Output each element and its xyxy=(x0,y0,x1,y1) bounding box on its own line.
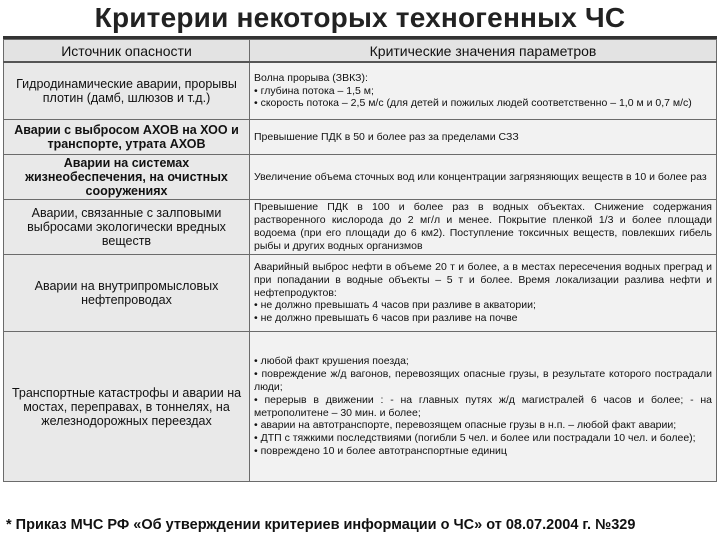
criteria-line: • перерыв в движении : - на главных путях ж/д магистралей 6 часов и более; - на метрополитене – 30 мин. и более; xyxy=(254,393,712,419)
source-cell: Аварии на внутрипромысловых нефтепроводах xyxy=(4,255,250,332)
criteria-cell xyxy=(250,155,717,200)
table-row xyxy=(4,200,717,255)
source-cell: Аварии, связанные с залповыми выбросами экологически вредных веществ xyxy=(4,200,250,255)
criteria-line: • не должно превышать 4 часов при разливе в акватории; xyxy=(254,299,536,312)
criteria-line: Превышение ПДК в 100 и более раз в водных объектах. Снижение содержания растворенного кислорода до 2 мг/л и менее. Покрытие пленкой 1/3 и более площади водоема (при его площади до 6 км2). Поступление токсичных веществ, повлекших гибель рыбы и других водных организмов xyxy=(254,201,712,252)
source-cell: Аварии с выбросом АХОВ на ХОО и транспорте, утрата АХОВ xyxy=(4,120,250,155)
table-header-row xyxy=(4,40,717,63)
criteria-table xyxy=(3,39,717,482)
criteria-cell xyxy=(250,62,717,120)
table-row xyxy=(4,62,717,120)
criteria-line: • ДТП с тяжкими последствиями (погибли 5 чел. и более или пострадали 10 чел. и более); xyxy=(254,432,696,445)
criteria-cell xyxy=(250,120,717,155)
criteria-line: Волна прорыва (ЗВКЗ): xyxy=(254,71,368,84)
criteria-line: • аварии на автотранспорте, перевозящем опасные грузы в н.п. – любой факт аварии; xyxy=(254,419,677,432)
table-row xyxy=(4,120,717,155)
table-row xyxy=(4,155,717,200)
criteria-line: Увеличение объема сточных вод или концентрации загрязняющих веществ в 10 и более раз xyxy=(254,170,707,183)
criteria-line: • не должно превышать 6 часов при разливе на почве xyxy=(254,312,518,325)
table-row xyxy=(4,255,717,332)
criteria-line: Аварийный выброс нефти в объеме 20 т и более, а в местах пересечения водных преград и при попадании в водные объекты – 5 т и более. Время локализации разлива нефти и нефтепродуктов: xyxy=(254,261,712,299)
criteria-line: • повреждение ж/д вагонов, перевозящих опасные грузы, в результате которого пострадали люди; xyxy=(254,368,712,393)
source-cell: Аварии на системах жизнеобеспечения, на очистных сооружениях xyxy=(4,155,250,200)
criteria-cell xyxy=(250,332,717,482)
footnote: * Приказ МЧС РФ «Об утверждении критериев информации о ЧС» от 08.07.2004 г. №329 xyxy=(6,517,636,533)
criteria-line: • повреждено 10 и более автотранспортные единиц xyxy=(254,444,507,457)
criteria-line: • скорость потока – 2,5 м/с (для детей и пожилых людей соответственно – 1,0 м и 0,7 м/с) xyxy=(254,97,692,110)
criteria-line: • глубина потока – 1,5 м; xyxy=(254,84,374,97)
header-source: Источник опасности xyxy=(4,40,250,63)
criteria-cell xyxy=(250,255,717,332)
header-criteria: Критические значения параметров xyxy=(250,40,717,63)
source-cell: Транспортные катастрофы и аварии на мостах, переправах, в тоннелях, на железнодорожных переездах xyxy=(4,332,250,482)
source-cell: Гидродинамические аварии, прорывы плотин (дамб, шлюзов и т.д.) xyxy=(4,62,250,120)
page-title: Критерии некоторых техногенных ЧС xyxy=(94,2,626,33)
criteria-line: Превышение ПДК в 50 и более раз за пределами СЗЗ xyxy=(254,130,519,143)
criteria-cell xyxy=(250,200,717,255)
table-row xyxy=(4,332,717,482)
criteria-line: • любой факт крушения поезда; xyxy=(254,355,409,368)
